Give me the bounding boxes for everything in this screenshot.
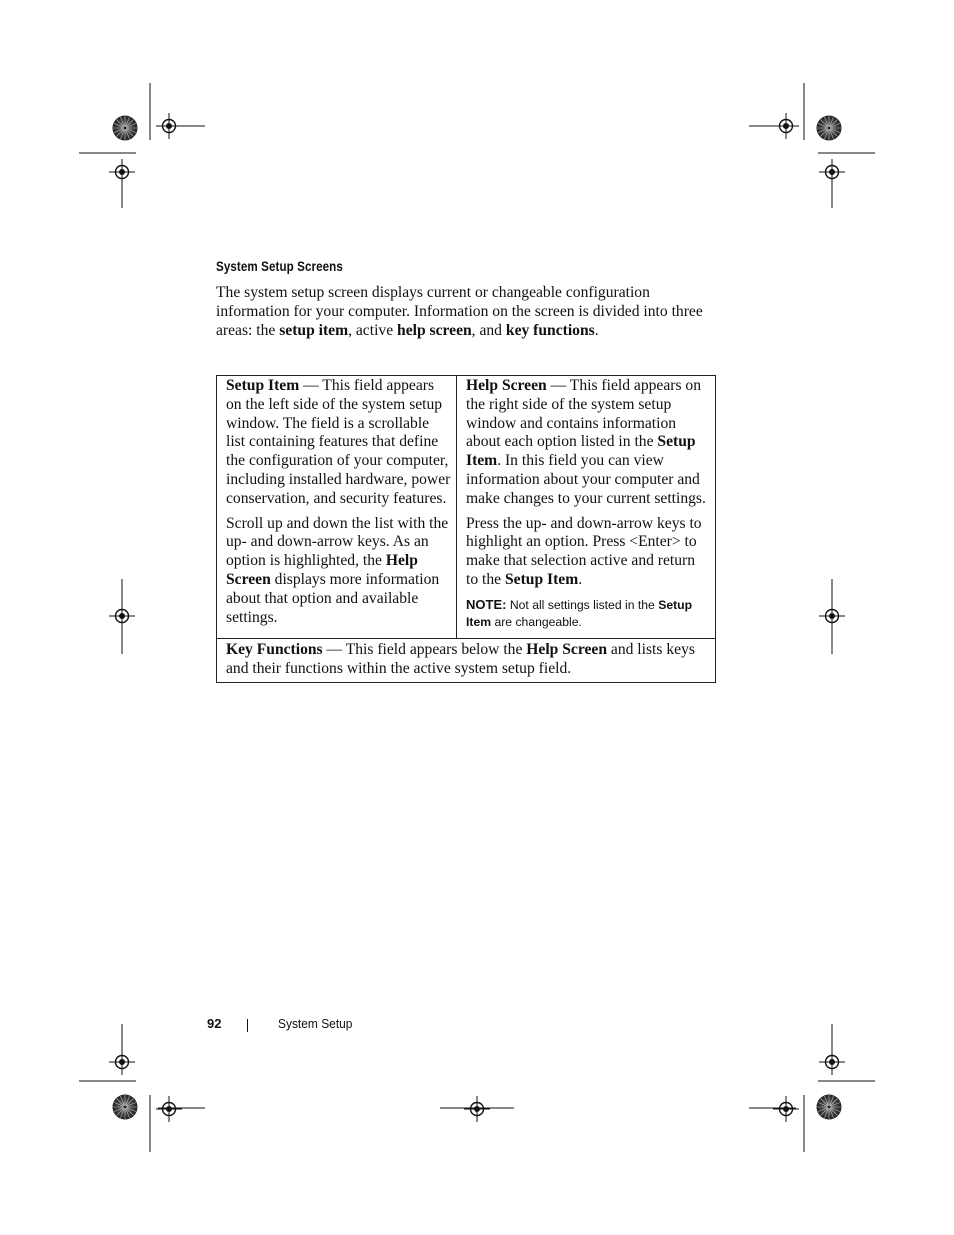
key-functions-term: Key Functions: [226, 640, 323, 658]
setup-screen-areas-table: [216, 375, 716, 683]
term-key-functions: key functions: [505, 321, 595, 339]
press-term: Setup Item: [504, 570, 579, 588]
term-help-screen: help screen: [397, 321, 472, 339]
scroll-text-2: displays more information about that option and available settings.: [226, 570, 440, 626]
section-heading: System Setup Screens: [216, 259, 343, 274]
help-screen-term: Help Screen: [466, 377, 547, 394]
press-text-1: Press the up- and down-arrow keys to highlight an option. Press <Enter> to make that selection active and return to the: [466, 514, 702, 588]
key-functions-cell: [217, 638, 716, 683]
note-label: NOTE:: [466, 596, 507, 612]
help-desc-term: Setup Item: [466, 433, 696, 470]
table-row: [217, 638, 716, 683]
intro-text-2: , active: [348, 321, 398, 339]
setup-item-desc-text: — This field appears on the left side of the system setup window. The field is a scrollable list containing features that define the configuration of your computer, including installed hardware, power conservation, and security features.: [226, 377, 451, 507]
scroll-text-1: Scroll up and down the list with the up- and down-arrow keys. As an option is highlighted, the: [226, 514, 449, 570]
help-screen-description: [466, 377, 711, 509]
page-number: 92: [207, 1016, 222, 1031]
note-text-1: Not all settings listed in the: [506, 597, 659, 612]
intro-text-1: The system setup screen displays current or changeable configuration information for your computer. Information on the screen is divided into three areas: the: [216, 284, 703, 339]
footer-section-title: System Setup: [278, 1016, 353, 1031]
press-instructions: [466, 515, 711, 590]
setup-item-description: [226, 377, 452, 509]
setup-item-term: Setup Item: [226, 377, 300, 394]
note-term: Setup Item: [466, 597, 693, 630]
intro-text-4: .: [594, 321, 599, 339]
note-text-2: are changeable.: [491, 615, 582, 630]
press-text-2: .: [578, 570, 583, 588]
help-desc-text-1: — This field appears on the right side of the system setup window and contains information about each option listed in the: [466, 377, 702, 451]
key-desc-term: Help Screen: [526, 640, 607, 658]
table-row: [217, 376, 716, 639]
note: [466, 596, 711, 632]
footer-separator: [247, 1019, 248, 1032]
key-desc-text-1: — This field appears below the: [322, 640, 527, 658]
term-setup-item: setup item: [279, 321, 349, 339]
help-screen-cell: [457, 376, 716, 639]
intro-text-3: , and: [471, 321, 506, 339]
scroll-term: Help Screen: [226, 552, 418, 588]
setup-item-cell: [217, 376, 457, 639]
help-desc-text-2: . In this field you can view information about your computer and make changes to your current settings.: [466, 452, 706, 507]
key-desc-text-2: and lists keys and their functions within the active system setup field.: [226, 640, 695, 677]
scroll-instructions: [226, 515, 452, 628]
intro-paragraph: [216, 284, 706, 340]
